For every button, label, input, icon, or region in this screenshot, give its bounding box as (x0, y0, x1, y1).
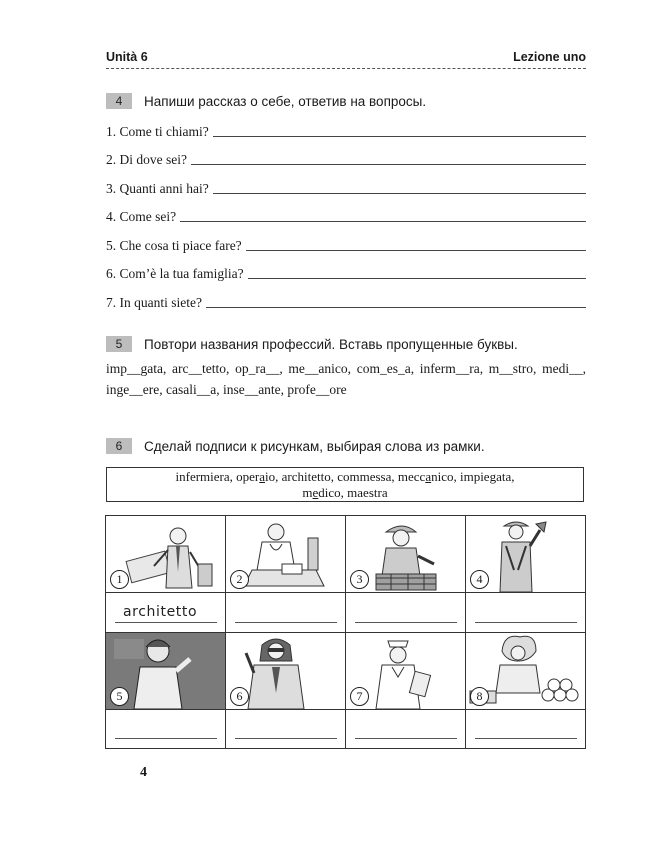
question-row (106, 179, 586, 197)
wordbox-text: m (302, 485, 313, 500)
exercise-5-heading (106, 336, 518, 352)
caption-line[interactable] (115, 622, 217, 623)
unit-label: Unità 6 (106, 50, 148, 64)
question-row (106, 150, 586, 168)
stress-mark: a (259, 469, 266, 484)
question-text: 6. Com’è la tua famiglia? (106, 266, 244, 281)
example-answer: architetto (123, 604, 198, 620)
picture-number: 3 (350, 570, 369, 589)
picture-number: 8 (470, 687, 489, 706)
stress-mark: a (425, 469, 432, 484)
answer-line[interactable] (206, 306, 586, 308)
question-text: 1. Come ti chiami? (106, 124, 209, 139)
answer-line[interactable] (180, 220, 586, 222)
page-header (106, 48, 586, 69)
exercise-instruction: Напиши рассказ о себе, ответив на вопросы. (144, 93, 427, 109)
exercise-number: 5 (106, 336, 132, 352)
wordbox-text: dico, maestra (318, 485, 388, 500)
picture-number: 1 (110, 570, 129, 589)
caption-line[interactable] (235, 738, 337, 739)
question-row (106, 236, 586, 254)
question-text: 7. In quanti siete? (106, 295, 202, 310)
missing-letters-words: imp__gata, arc__tetto, op_ra__, me__anico, com_es_a, inferm__ra, m__stro, medi__, inge__ere, casali__a, inse__ante, profe__ore (106, 361, 586, 397)
question-text: 5. Che cosa ti piace fare? (106, 238, 242, 253)
question-row (106, 264, 586, 282)
wordbox-text: io, architetto, commessa, mecc (265, 469, 426, 484)
answer-line[interactable] (213, 192, 586, 194)
picture-number: 5 (110, 687, 129, 706)
answer-line[interactable] (213, 135, 586, 137)
answer-line[interactable] (248, 277, 586, 279)
answer-line[interactable] (191, 163, 586, 165)
stress-mark: e (312, 485, 319, 500)
picture-grid (105, 515, 586, 749)
caption-line[interactable] (355, 622, 457, 623)
wordbox-text: infermiera, oper (175, 469, 260, 484)
question-text: 2. Di dove sei? (106, 152, 187, 167)
picture-number: 7 (350, 687, 369, 706)
question-text: 4. Come sei? (106, 209, 177, 224)
question-row (106, 293, 586, 311)
page-number: 4 (140, 765, 147, 780)
exercise-instruction: Повтори названия профессий. Вставь пропущенные буквы. (144, 336, 518, 352)
exercise-instruction: Сделай подписи к рисункам, выбирая слова из рамки. (144, 438, 485, 454)
exercise-4-heading (106, 93, 426, 109)
caption-line[interactable] (475, 738, 577, 739)
exercise-6-heading (106, 438, 485, 454)
answer-line[interactable] (246, 249, 586, 251)
lesson-label: Lezione uno (513, 50, 586, 64)
caption-line[interactable] (355, 738, 457, 739)
caption-line[interactable] (115, 738, 217, 739)
word-box (106, 467, 584, 502)
question-row (106, 207, 586, 225)
exercise-number: 4 (106, 93, 132, 109)
caption-line[interactable] (235, 622, 337, 623)
question-row (106, 122, 586, 140)
picture-number: 4 (470, 570, 489, 589)
exercise-number: 6 (106, 438, 132, 454)
picture-number: 2 (230, 570, 249, 589)
picture-number: 6 (230, 687, 249, 706)
question-text: 3. Quanti anni hai? (106, 181, 209, 196)
caption-line[interactable] (475, 622, 577, 623)
wordbox-text: nico, impiegata, (431, 469, 515, 484)
